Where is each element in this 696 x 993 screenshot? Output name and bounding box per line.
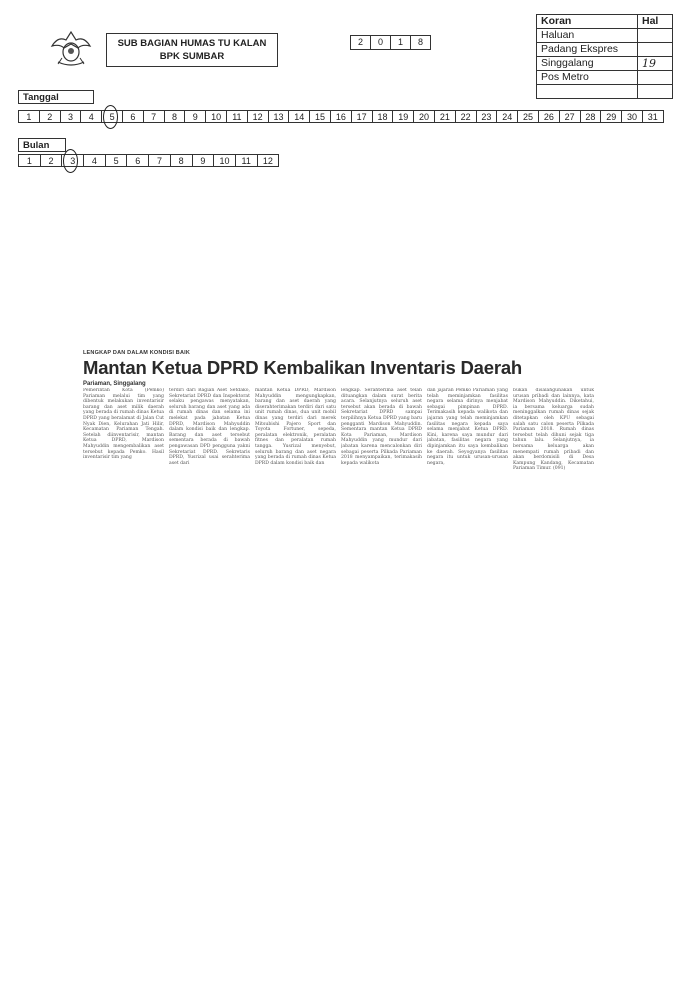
tanggal-day-cell: 13 — [268, 110, 290, 123]
bulan-month-selected-circle — [63, 149, 78, 173]
hal-header: Hal — [638, 15, 673, 29]
tanggal-day-cell: 26 — [538, 110, 560, 123]
tanggal-day-cell: 22 — [455, 110, 477, 123]
koran-hal — [638, 29, 673, 43]
tanggal-day-cell: 23 — [476, 110, 498, 123]
tanggal-day-cell: 3 — [60, 110, 82, 123]
tanggal-label: Tanggal — [18, 90, 94, 104]
bulan-label: Bulan — [18, 138, 66, 152]
article-columns — [83, 388, 599, 483]
tanggal-day-cell: 28 — [580, 110, 602, 123]
tanggal-day-cell: 12 — [247, 110, 269, 123]
bulan-strip — [18, 154, 278, 167]
tanggal-day-cell: 31 — [642, 110, 664, 123]
bulan-month-cell: 1 — [18, 154, 41, 167]
tanggal-day-cell: 27 — [559, 110, 581, 123]
tanggal-day-cell: 17 — [351, 110, 373, 123]
newspaper-clipping — [83, 350, 599, 486]
article-column: Pemerintah Kota (Pemko) Pariaman melalui tim yang dibentuk melakukan inventarisir barang dan aset milik daerah yang berada di rumah dinas Ketua DPRD yang beralamat di Jalan Cut Nyak Dien, Kelurahan Jati Hilir, Kecamatan Pariaman Tengah. Setelah diinventarisir, mantan Ketua DPRD, Mardison Mahyuddin mengembalikan aset tersebut kepada Pemko. Hasil inventarisir tim yang — [83, 388, 164, 461]
tanggal-day-cell: 6 — [122, 110, 144, 123]
tanggal-day-cell: 8 — [164, 110, 186, 123]
koran-name — [537, 85, 638, 99]
bulan-month-cell: 2 — [40, 154, 63, 167]
bulan-month-cell: 6 — [126, 154, 149, 167]
tanggal-day-cell: 4 — [80, 110, 102, 123]
tanggal-strip — [18, 110, 663, 123]
koran-name: Singgalang — [537, 57, 638, 71]
unit-title-box — [106, 33, 278, 67]
year-boxes — [350, 35, 430, 50]
koran-name: Padang Ekspres — [537, 43, 638, 57]
tanggal-day-cell: 9 — [184, 110, 206, 123]
tanggal-day-cell: 11 — [226, 110, 248, 123]
year-digit: 1 — [390, 35, 411, 50]
koran-name: Haluan — [537, 29, 638, 43]
unit-line2: BPK SUMBAR — [159, 51, 225, 62]
bulan-month-cell: 11 — [235, 154, 258, 167]
koran-header: Koran — [537, 15, 638, 29]
tanggal-day-cell: 16 — [330, 110, 352, 123]
bpk-emblem-logo — [48, 28, 94, 68]
year-digit: 8 — [410, 35, 431, 50]
bulan-month-cell: 5 — [105, 154, 128, 167]
bulan-month-cell: 4 — [83, 154, 106, 167]
year-digit: 0 — [370, 35, 391, 50]
tanggal-day-selected-circle — [103, 105, 118, 129]
bulan-month-cell: 8 — [170, 154, 193, 167]
bulan-month-cell: 12 — [257, 154, 280, 167]
koran-hal — [638, 43, 673, 57]
tanggal-day-cell: 24 — [496, 110, 518, 123]
tanggal-day-cell: 7 — [143, 110, 165, 123]
koran-hal — [638, 71, 673, 85]
article-dateline: Pariaman, Singgalang — [83, 381, 146, 387]
article-column: bukan disalahgunakan untuk urusan pribadi dan lainnya, kata Mardison Mahyuddin. Diketahui, ia bersama keluarga sudah meninggalkan rumah dinas sejak ditetapkan oleh KPU sebagai salah satu calon peserta Pilkada Pariaman 2018. Rumah dinas tersebut telah dihuni sejak tiga tahun lalu. Selanjutnya, ia bersama keluarga akan menempati rumah pribadi dan akan berdomisili di Desa Kampung Kandang, Kecamatan Pariaman Timur. (091) — [513, 388, 594, 472]
bulan-month-cell: 9 — [192, 154, 215, 167]
tanggal-day-cell: 15 — [309, 110, 331, 123]
year-digit: 2 — [350, 35, 371, 50]
koran-hal — [638, 85, 673, 99]
article-kicker: LENGKAP DAN DALAM KONDISI BAIK — [83, 350, 191, 356]
unit-line1: SUB BAGIAN HUMAS TU KALAN — [117, 38, 267, 49]
tanggal-day-cell: 19 — [392, 110, 414, 123]
article-column: terdiri dari Bagian Aset Setdako, Sekretariat DPRD dan Inspektorat selaku pengawas menyatakan, seluruh barang dan aset yang ada di rumah dinas dan selama ini melekat pada jabatan Ketua DPRD, Mardison Mahyuddin dalam kondisi baik dan lengkap. Barang dan aset tersebut sementara berada di bawah pengawasan DPD pengguna yakni Sekretariat DPRD. Sekretaris DPRD, Yusrizal usai serahterima aset dari — [169, 388, 250, 466]
newspaper-table — [536, 14, 673, 99]
article-column: mantan Ketua DPRD, Mardison Mahyuddin mengungkapkan, barang dan aset daerah yang diserahterimakan terdiri dari satu unit rumah dinas, dua unit mobil dinas yang terdiri dari merek Mitsubishi Pajero Sport dan Toyota Fortuner, sepeda, peralatan elektronik, peralatan fitnes dan peralatan rumah tangga. Yusrizal menyebut, seluruh barang dan aset negara yang berada di rumah dinas Ketua DPRD dalam kondisi baik dan — [255, 388, 336, 466]
tanggal-day-cell: 14 — [288, 110, 310, 123]
tanggal-day-cell: 5 — [101, 110, 123, 123]
tanggal-day-cell: 20 — [413, 110, 435, 123]
tanggal-day-cell: 18 — [372, 110, 394, 123]
bulan-month-cell: 7 — [148, 154, 171, 167]
tanggal-day-cell: 30 — [621, 110, 643, 123]
tanggal-day-cell: 10 — [205, 110, 227, 123]
tanggal-day-cell: 21 — [434, 110, 456, 123]
tanggal-day-cell: 25 — [517, 110, 539, 123]
koran-name: Pos Metro — [537, 71, 638, 85]
tanggal-day-cell: 2 — [39, 110, 61, 123]
article-column: lengkap. Serahterima aset telah dituangkan dalam surat berita acara. Selanjutnya seluruh aset tersebut akan berada di bawah Sekretariat DPRD sampai terpilihnya Ketua DPRD yang baru pengganti Mardison Mahyuddin. Sementara mantan Ketua DPRD Kota Pariaman, Mardison Mahyuddin yang mundur dari jabatan karena mencalonkan diri sebagai peserta Pilkada Pariaman 2018 menyampaikan, terimakasih kepada walikota — [341, 388, 422, 466]
koran-hal-handwritten: 19 — [638, 57, 673, 71]
tanggal-day-cell: 29 — [600, 110, 622, 123]
tanggal-day-cell: 1 — [18, 110, 40, 123]
article-headline: Mantan Ketua DPRD Kembalikan Inventaris Daerah — [83, 357, 523, 378]
article-column: dan jajaran Pemko Pariaman yang telah meminjamkan fasilitas negara selama dirinya menjabat sebagai pimpinan DPRD. Terimakasih kepada walikota dan jajaran yang telah meminjamkan fasilitas negara kepada saya selama menjabat Ketua DPRD. Kini, karena saya mundur dari jabatan, fasilitas negara yang dipinjamkan itu saya kembalikan ke daerah. Seyogyanya fasilitas negara itu untuk urusan-urusan negara, — [427, 388, 508, 466]
bulan-month-cell: 3 — [61, 154, 84, 167]
bulan-month-cell: 10 — [213, 154, 236, 167]
